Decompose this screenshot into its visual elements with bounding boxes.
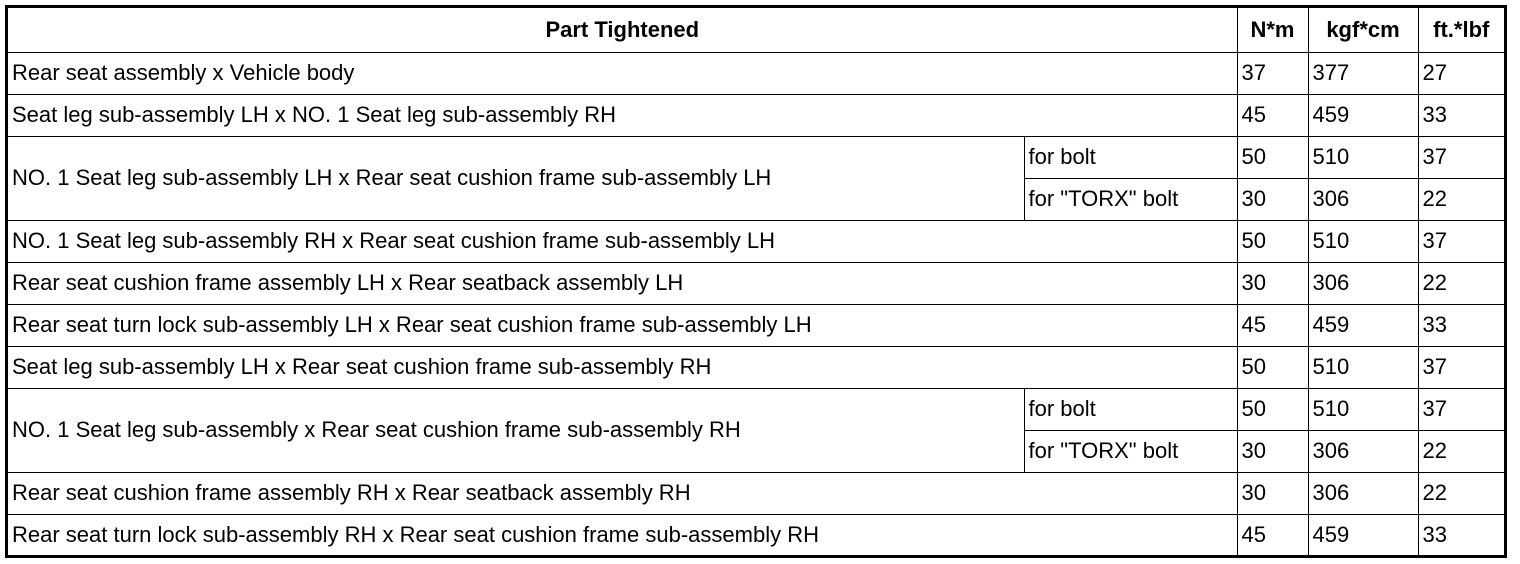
part-cell: Rear seat assembly x Vehicle body bbox=[8, 52, 1237, 94]
table-row bbox=[8, 514, 1504, 556]
fastener-cell: for "TORX" bolt bbox=[1024, 430, 1237, 472]
header-kgfcm: kgf*cm bbox=[1308, 8, 1418, 52]
kgfcm-cell: 306 bbox=[1308, 262, 1418, 304]
header-ftlbf: ft.*lbf bbox=[1418, 8, 1504, 52]
part-cell: NO. 1 Seat leg sub-assembly RH x Rear seat cushion frame sub-assembly LH bbox=[8, 220, 1237, 262]
table-row bbox=[8, 262, 1504, 304]
nm-cell: 30 bbox=[1237, 178, 1308, 220]
kgfcm-cell: 510 bbox=[1308, 136, 1418, 178]
kgfcm-cell: 459 bbox=[1308, 304, 1418, 346]
table-row bbox=[8, 136, 1504, 178]
nm-cell: 37 bbox=[1237, 52, 1308, 94]
kgfcm-cell: 306 bbox=[1308, 430, 1418, 472]
header-nm: N*m bbox=[1237, 8, 1308, 52]
table-row bbox=[8, 220, 1504, 262]
nm-cell: 50 bbox=[1237, 136, 1308, 178]
ftlbf-cell: 37 bbox=[1418, 136, 1504, 178]
table-row bbox=[8, 388, 1504, 430]
torque-table-frame bbox=[5, 5, 1507, 558]
kgfcm-cell: 306 bbox=[1308, 178, 1418, 220]
kgfcm-cell: 306 bbox=[1308, 472, 1418, 514]
nm-cell: 30 bbox=[1237, 430, 1308, 472]
kgfcm-cell: 459 bbox=[1308, 514, 1418, 556]
table-row bbox=[8, 346, 1504, 388]
ftlbf-cell: 33 bbox=[1418, 94, 1504, 136]
fastener-cell: for bolt bbox=[1024, 136, 1237, 178]
part-cell: Rear seat turn lock sub-assembly LH x Rear seat cushion frame sub-assembly LH bbox=[8, 304, 1237, 346]
fastener-cell: for bolt bbox=[1024, 388, 1237, 430]
table-row bbox=[8, 472, 1504, 514]
ftlbf-cell: 37 bbox=[1418, 346, 1504, 388]
torque-specification-table bbox=[8, 8, 1504, 556]
nm-cell: 45 bbox=[1237, 94, 1308, 136]
header-row bbox=[8, 8, 1504, 52]
table-row bbox=[8, 304, 1504, 346]
ftlbf-cell: 22 bbox=[1418, 262, 1504, 304]
part-cell: Seat leg sub-assembly LH x NO. 1 Seat leg sub-assembly RH bbox=[8, 94, 1237, 136]
nm-cell: 50 bbox=[1237, 220, 1308, 262]
kgfcm-cell: 510 bbox=[1308, 220, 1418, 262]
header-part-tightened: Part Tightened bbox=[8, 8, 1237, 52]
ftlbf-cell: 33 bbox=[1418, 304, 1504, 346]
ftlbf-cell: 22 bbox=[1418, 472, 1504, 514]
ftlbf-cell: 37 bbox=[1418, 388, 1504, 430]
ftlbf-cell: 27 bbox=[1418, 52, 1504, 94]
fastener-cell: for "TORX" bolt bbox=[1024, 178, 1237, 220]
part-cell: Rear seat cushion frame assembly RH x Rear seatback assembly RH bbox=[8, 472, 1237, 514]
kgfcm-cell: 510 bbox=[1308, 346, 1418, 388]
nm-cell: 45 bbox=[1237, 304, 1308, 346]
nm-cell: 50 bbox=[1237, 346, 1308, 388]
part-cell: Rear seat cushion frame assembly LH x Rear seatback assembly LH bbox=[8, 262, 1237, 304]
kgfcm-cell: 377 bbox=[1308, 52, 1418, 94]
part-cell: Seat leg sub-assembly LH x Rear seat cushion frame sub-assembly RH bbox=[8, 346, 1237, 388]
nm-cell: 30 bbox=[1237, 472, 1308, 514]
part-cell: NO. 1 Seat leg sub-assembly x Rear seat cushion frame sub-assembly RH bbox=[8, 388, 1024, 472]
nm-cell: 45 bbox=[1237, 514, 1308, 556]
ftlbf-cell: 22 bbox=[1418, 430, 1504, 472]
part-cell: NO. 1 Seat leg sub-assembly LH x Rear seat cushion frame sub-assembly LH bbox=[8, 136, 1024, 220]
ftlbf-cell: 37 bbox=[1418, 220, 1504, 262]
table-row bbox=[8, 52, 1504, 94]
nm-cell: 30 bbox=[1237, 262, 1308, 304]
ftlbf-cell: 22 bbox=[1418, 178, 1504, 220]
table-row bbox=[8, 94, 1504, 136]
ftlbf-cell: 33 bbox=[1418, 514, 1504, 556]
nm-cell: 50 bbox=[1237, 388, 1308, 430]
kgfcm-cell: 510 bbox=[1308, 388, 1418, 430]
part-cell: Rear seat turn lock sub-assembly RH x Rear seat cushion frame sub-assembly RH bbox=[8, 514, 1237, 556]
kgfcm-cell: 459 bbox=[1308, 94, 1418, 136]
